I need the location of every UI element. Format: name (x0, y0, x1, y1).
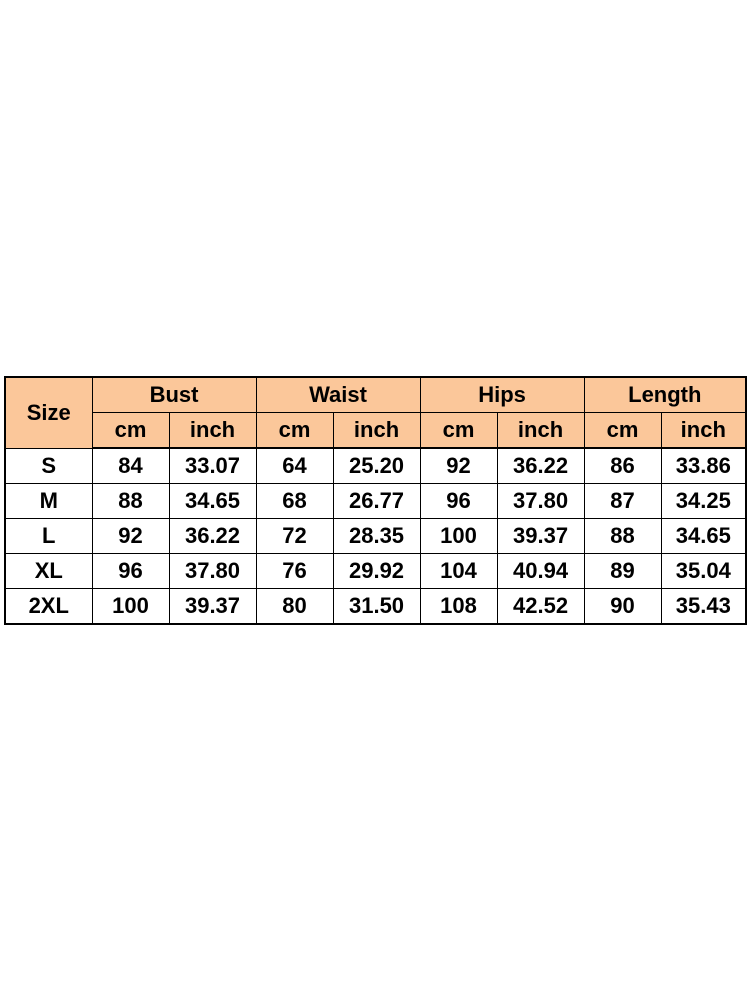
unit-header: inch (661, 413, 746, 449)
table-row (5, 589, 746, 625)
size-cell: 2XL (5, 589, 92, 625)
table-cell: 100 (92, 589, 169, 625)
size-chart-table (4, 376, 747, 625)
table-cell: 90 (584, 589, 661, 625)
table-cell: 39.37 (497, 519, 584, 554)
table-cell: 36.22 (497, 448, 584, 484)
table-cell: 96 (420, 484, 497, 519)
table-cell: 40.94 (497, 554, 584, 589)
size-cell: S (5, 448, 92, 484)
table-row (5, 448, 746, 484)
table-cell: 35.04 (661, 554, 746, 589)
unit-header: inch (169, 413, 256, 449)
size-cell: M (5, 484, 92, 519)
table-cell: 68 (256, 484, 333, 519)
table-cell: 104 (420, 554, 497, 589)
table-cell: 96 (92, 554, 169, 589)
unit-header: cm (420, 413, 497, 449)
hips-header: Hips (420, 377, 584, 413)
table-cell: 33.86 (661, 448, 746, 484)
size-cell: XL (5, 554, 92, 589)
table-cell: 39.37 (169, 589, 256, 625)
table-cell: 26.77 (333, 484, 420, 519)
unit-header: cm (584, 413, 661, 449)
table-row (5, 484, 746, 519)
table-cell: 34.65 (169, 484, 256, 519)
table-cell: 86 (584, 448, 661, 484)
table-cell: 33.07 (169, 448, 256, 484)
length-header: Length (584, 377, 746, 413)
size-column-header: Size (5, 377, 92, 448)
table-cell: 36.22 (169, 519, 256, 554)
table-row (5, 519, 746, 554)
table-cell: 87 (584, 484, 661, 519)
header-unit-row (5, 413, 746, 449)
table-cell: 88 (584, 519, 661, 554)
bust-header: Bust (92, 377, 256, 413)
unit-header: cm (92, 413, 169, 449)
table-row (5, 554, 746, 589)
table-cell: 35.43 (661, 589, 746, 625)
header-group-row (5, 377, 746, 413)
table-cell: 29.92 (333, 554, 420, 589)
unit-header: inch (497, 413, 584, 449)
table-cell: 25.20 (333, 448, 420, 484)
table-cell: 80 (256, 589, 333, 625)
table-cell: 92 (92, 519, 169, 554)
table-cell: 42.52 (497, 589, 584, 625)
table-cell: 89 (584, 554, 661, 589)
table-cell: 37.80 (497, 484, 584, 519)
table-cell: 34.65 (661, 519, 746, 554)
table-cell: 64 (256, 448, 333, 484)
table-cell: 92 (420, 448, 497, 484)
table-cell: 31.50 (333, 589, 420, 625)
unit-header: cm (256, 413, 333, 449)
table-cell: 88 (92, 484, 169, 519)
table-cell: 100 (420, 519, 497, 554)
table-cell: 84 (92, 448, 169, 484)
table-cell: 72 (256, 519, 333, 554)
table-cell: 108 (420, 589, 497, 625)
table-cell: 34.25 (661, 484, 746, 519)
table-cell: 76 (256, 554, 333, 589)
unit-header: inch (333, 413, 420, 449)
size-cell: L (5, 519, 92, 554)
table-cell: 28.35 (333, 519, 420, 554)
table-cell: 37.80 (169, 554, 256, 589)
waist-header: Waist (256, 377, 420, 413)
